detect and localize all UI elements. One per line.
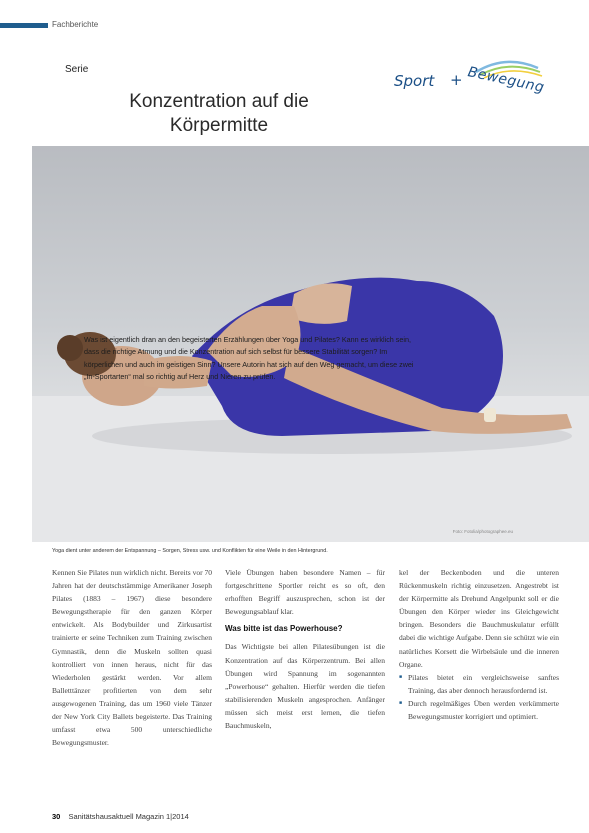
logo-word-sport: Sport bbox=[394, 72, 435, 90]
body-paragraph: kel der Beckenboden und die unteren Rückenmuskeln richtig einzusetzen. Angestrebt ist der Körpermitte als Drehund Angelpunkt soll er die Übungen den Körper wieder ins Gleichgewicht bringen. Besonders die Bauchmuskulatur erfüllt dabei die wichtige Aufgabe. Denn sie schützt wie ein natürliches Korsett die Wirbelsäule und die inneren Organe. bbox=[399, 568, 559, 669]
body-column-1 bbox=[52, 566, 212, 749]
body-paragraph: Kennen Sie Pilates nun wirklich nicht. Bereits vor 70 Jahren hat der deutschstämmige Amerikaner Joseph Pilates (1883 – 1967) diese besondere Bewegungstherapie für den ganzen Körper entwickelt. Als Bodybuilder und Zirkusartist trainierte er seine Techniken zum Training zwischen Gymnastik, denn die Muskeln sollten quasi kontrolliert von innen heraus, nicht für das Wiederholen gestärkt werden. Vor allem Balletttänzer profitierten von dem sehr ausgewogenen Training, das um 1960 viele Tänzer der New York City Ballets begeisterte. Das Training umfasst etwa 500 unterschiedliche Bewegungsmuster. bbox=[52, 568, 212, 748]
photo-caption: Yoga dient unter anderem der Entspannung – Sorgen, Stress usw. und Konflikten für eine Weile in den Hintergrund. bbox=[52, 548, 328, 554]
article-intro: Was ist eigentlich dran an den begeisterten Erzählungen über Yoga und Pilates? Kann es wirklich sein, dass die richtige Atmung und die Konzentration auf sich selbst für bessere Stabilität sorgen? Im körperlichen und auch im geistigen Sinn? Unsere Autorin hat sich auf den Weg gemacht, um diese zwei „In-Sportarten“ mal so richtig auf Herz und Nieren zu prüfen. bbox=[84, 335, 414, 382]
section-color-bar bbox=[0, 23, 48, 28]
subheading-powerhouse: Was bitte ist das Powerhouse? bbox=[225, 624, 343, 634]
page-number: 30 bbox=[52, 812, 61, 821]
article-body bbox=[52, 566, 562, 806]
page-footer bbox=[52, 812, 189, 821]
section-header bbox=[0, 20, 589, 32]
yoga-photo bbox=[32, 146, 589, 542]
body-paragraph: Das Wichtigste bei allen Pilatesübungen ist die Konzentration auf das Körperzentrum. Bei allen Übungen wird Spannung im sogenannten „Powerhouse“ gehalten. Hierfür werden die tiefen stabilisierenden Muskeln angesprochen. Anfänger müssen sich meist erst lernen, die tiefen Bauchmuskeln, bbox=[225, 642, 385, 731]
list-item: ■ Pilates bietet ein vergleichsweise sanftes Training, das aber dennoch herausfordernd ist. bbox=[399, 671, 559, 697]
article-kicker: Serie bbox=[65, 64, 89, 75]
section-label: Fachberichte bbox=[52, 20, 99, 29]
logo-word-bewegung: Bewegung bbox=[466, 64, 546, 97]
magazine-name: Sanitätshausaktuell Magazin 1|2014 bbox=[68, 812, 189, 821]
article-title bbox=[60, 90, 378, 138]
list-item: ■ Durch regelmäßiges Üben werden verkümmerte Bewegungsmuster korrigiert und optimiert. bbox=[399, 697, 559, 723]
photo-credit: Foto: Fotolia/photographee.eu bbox=[452, 529, 513, 534]
sport-bewegung-logo bbox=[388, 52, 558, 112]
bullet-list bbox=[399, 671, 559, 723]
article-title-line2: Körpermitte bbox=[169, 115, 269, 136]
body-column-2 bbox=[225, 566, 385, 732]
body-column-3 bbox=[399, 566, 559, 723]
article-title-line1: Konzentration auf die bbox=[129, 91, 309, 112]
logo-plus: + bbox=[450, 71, 463, 89]
body-paragraph: Viele Übungen haben besondere Namen – für fortgeschrittene Sportler reicht es so oft, den erhofften Begriff auszusprechen, schon ist der Bewegungsablauf klar. bbox=[225, 568, 385, 617]
